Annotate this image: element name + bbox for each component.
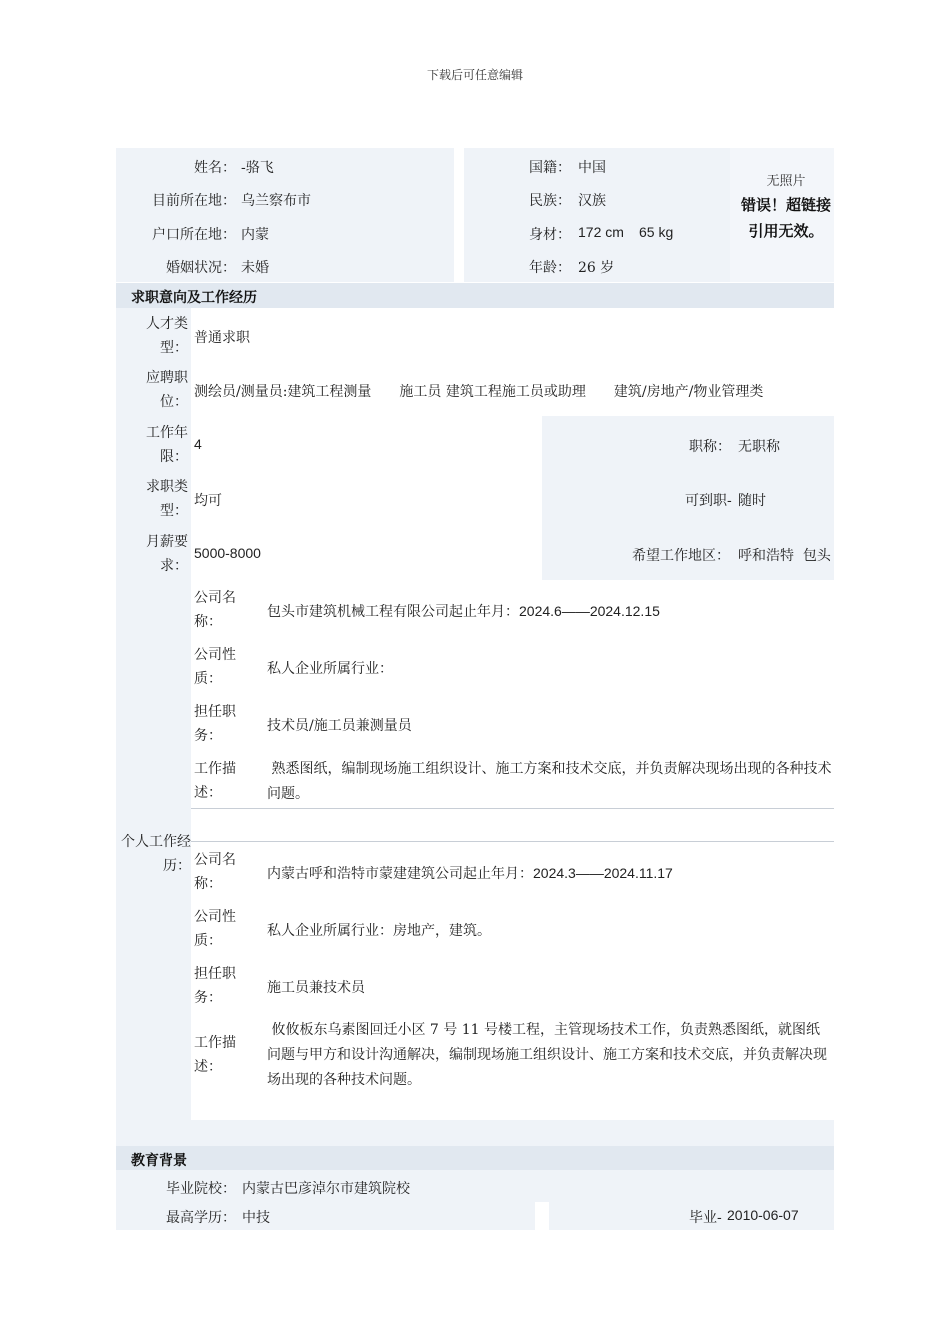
body-label: 身材： [529,227,571,243]
years-value: 4 [194,436,202,452]
salary-value: 5000-8000 [194,545,261,561]
photo-error-text: 错误！超链接引用无效。 [740,196,831,240]
hukou-value: 内蒙 [241,227,269,243]
exp1-company-value [267,601,660,621]
exp1-nature-label: 公司性质： [194,647,236,687]
degree-value: 中技 [242,1210,270,1226]
years-label: 工作年限： [146,425,188,465]
height-value: 172 cm [578,224,624,240]
education-section-band [116,1146,834,1170]
position-value: 测绘员/测量员:建筑工程测量 施工员 建筑工程施工员或助理 建筑/房地产/物业管理类 [194,384,764,400]
exp2-desc-label: 工作描述： [194,1035,236,1075]
education-section-title: 教育背景 [131,1153,187,1169]
work-section-label: 个人工作经历： [121,834,191,874]
jobtype-label: 求职类型： [146,479,188,519]
talent-type-value: 普通求职 [194,330,250,346]
marital-label: 婚姻状况： [166,260,236,276]
ethnic-value: 汉族 [578,193,606,209]
exp2-role-value: 施工员兼技术员 [267,980,365,996]
weight-value: 65 kg [639,224,674,240]
photo-placeholder: 无照片 [766,174,806,189]
degree-label: 最高学历： [166,1210,236,1226]
marital-value: 未婚 [241,260,269,276]
exp2-role-label: 担任职务： [194,966,236,1006]
header-note: 下载后可任意编辑 [426,68,523,82]
work-bottom-strip [116,1120,834,1146]
basic-info-divider [454,148,464,282]
school-value: 内蒙古巴彦淖尔市建筑院校 [242,1181,410,1197]
exp1-desc-label: 工作描述： [194,761,236,801]
grad-label: 毕业- [689,1210,722,1226]
exp1-desc-value: 熟悉图纸，编制现场施工组织设计、施工方案和技术交底，并负责解决现场出现的各种技术问题。 [267,761,832,802]
area-label: 希望工作地区： [632,548,730,564]
name-label: 姓名： [194,160,236,176]
school-label: 毕业院校： [166,1181,236,1197]
salary-label: 月薪要求： [146,534,188,574]
available-value: 随时 [738,493,766,509]
jobtype-value: 均可 [194,493,222,509]
exp2-nature-value: 私人企业所属行业：房地产，建筑。 [267,923,491,939]
exp1-role-value: 技术员/施工员兼测量员 [267,718,412,734]
ethnic-label: 民族： [529,193,571,209]
exp2-company-label: 公司名称： [194,852,236,892]
exp-divider-bottom [191,841,834,842]
location-label: 目前所在地： [152,193,236,209]
grad-value: 2010-06-07 [727,1207,799,1223]
exp1-role-label: 担任职务： [194,704,236,744]
exp1-company-text: 包头市建筑机械工程有限公司起止年月：2024.6——2024.12.15 [267,603,660,619]
title-label: 职称： [689,439,731,455]
intent-section-title: 求职意向及工作经历 [131,290,257,306]
nationality-label: 国籍： [529,160,571,176]
title-value: 无职称 [738,439,780,455]
talent-type-label: 人才类型： [146,316,188,356]
position-label: 应聘职位： [146,370,188,410]
exp1-company-label: 公司名称： [194,590,236,630]
hukou-label: 户口所在地： [152,227,236,243]
exp2-company-value [267,863,673,883]
exp2-nature-label: 公司性质： [194,909,236,949]
exp2-desc-value: 攸攸板东乌素图回迁小区 7 号 11 号楼工程，主管现场技术工作，负责熟悉图纸，就图纸问题与甲方和设计沟通解决，编制现场施工组织设计、施工方案和技术交底，并负责解决现场出现的各种技术问题。 [267,1022,827,1088]
location-value: 乌兰察布市 [241,193,311,209]
exp-divider-top [191,808,834,809]
exp1-nature-value: 私人企业所属行业： [267,661,393,677]
age-value: 26 岁 [578,260,615,276]
area-value: 呼和浩特 包头 [738,548,831,564]
nationality-value: 中国 [578,160,606,176]
exp2-company-text: 内蒙古呼和浩特市蒙建建筑公司起止年月：2024.3——2024.11.17 [267,865,673,881]
age-label: 年龄： [529,260,571,276]
available-label: 可到职- [685,493,732,509]
education-divider [535,1202,549,1230]
name-value: -骆飞 [241,160,274,176]
